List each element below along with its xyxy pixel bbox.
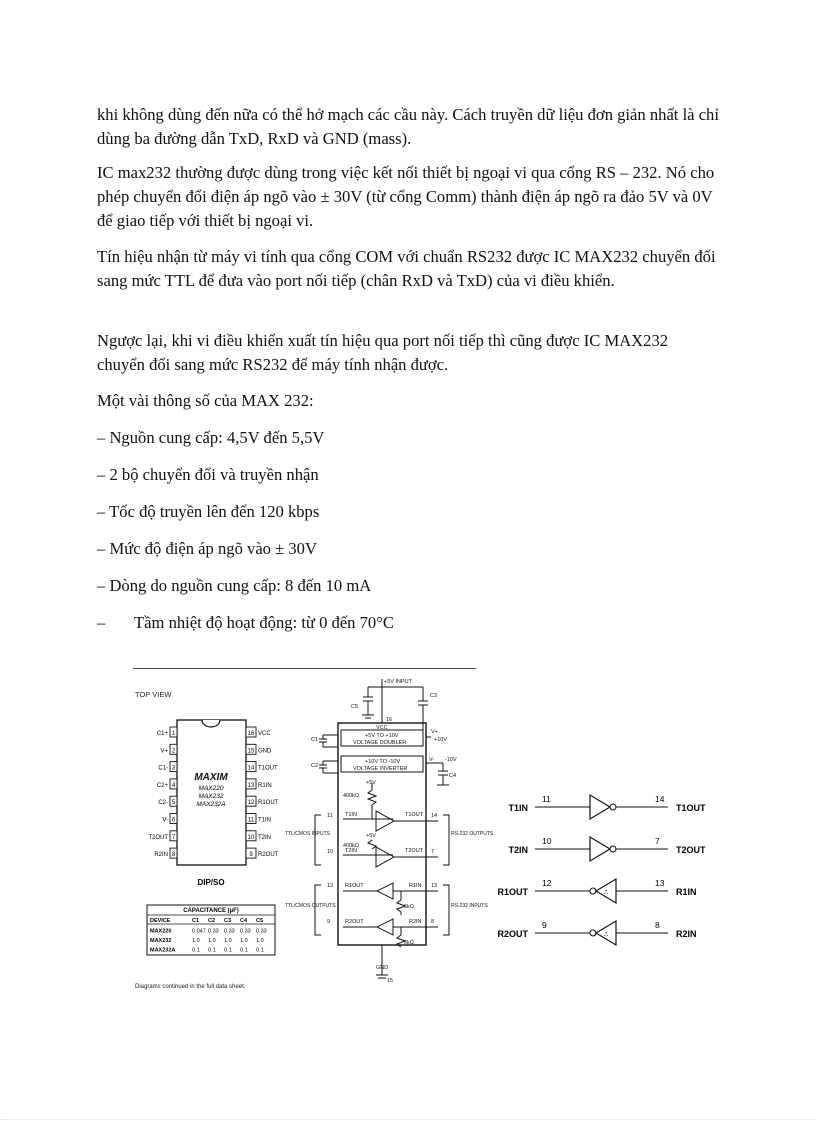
pin-number: 10 [247, 834, 255, 841]
logic-input-label: R1OUT [497, 887, 528, 897]
paragraph-max232-intro: IC max232 thường được dùng trong việc kết nối thiết bị ngoại vi qua cổng RS – 232. Nó cho phép chuyển đổi điện áp ngõ vào ± 30V (từ cổng Comm) thành điện áp ngõ ra đảo 5V và 0V để giao tiếp với thiết bị ngoại vi. [97, 163, 715, 230]
res-supply-label: +5V [366, 833, 376, 839]
pin-label: VCC [258, 731, 271, 737]
resistor-5k-label: 5kΩ [404, 904, 414, 910]
pin-number: 14 [431, 813, 438, 819]
pin-number: 11 [327, 813, 333, 819]
t1out-label: T1OUT [405, 812, 424, 818]
pin-number: 1 [171, 731, 176, 737]
capacitance-table [147, 905, 275, 955]
pin-number: 7 [655, 836, 660, 846]
pin-number: 3 [171, 765, 176, 772]
pin-number: 11 [542, 794, 551, 804]
table-header-cell: DEVICE [150, 918, 171, 924]
pin-number: 14 [247, 765, 255, 772]
table-cell: 1.0 [208, 938, 216, 944]
table-cell: MAX232A [150, 947, 176, 954]
pin-number: 13 [655, 878, 665, 888]
pin-label: V+ [160, 748, 168, 755]
pin-number: 11 [247, 817, 255, 824]
pin-label: T2OUT [148, 834, 168, 841]
pin-label: R1IN [258, 782, 272, 789]
r1out-label: R1OUT [345, 883, 364, 889]
pin-number: 2 [171, 748, 176, 755]
c1-label: C1 [311, 737, 319, 743]
schmitt-symbol: ⎍ [604, 932, 609, 938]
table-cell: 1.0 [192, 938, 200, 944]
pin-number: 10 [327, 849, 334, 855]
figure-separator-line [133, 668, 476, 669]
circuit-diagram [283, 675, 494, 990]
c5-label: C5 [351, 704, 359, 710]
ttl-inputs-label: TTL/CMOS INPUTS [285, 831, 331, 837]
voltage-inverter-label: VOLTAGE INVERTER [353, 766, 408, 772]
table-cell: MAX220 [150, 928, 172, 935]
pin-number: 16 [386, 717, 393, 723]
part-name: MAX232A [196, 801, 226, 808]
resistor-label: 400kΩ [343, 843, 360, 849]
part-name: MAX232 [198, 793, 224, 800]
pin-label: V- [162, 817, 168, 824]
c3-label: C3 [430, 693, 438, 699]
pin-label: R1OUT [258, 800, 279, 807]
pin-number: 8 [655, 920, 660, 930]
doubler-range-label: +5V TO +10V [365, 733, 399, 739]
table-cell: 0.33 [256, 928, 267, 935]
pin-number: 15 [387, 978, 394, 984]
r2out-label: R2OUT [345, 919, 364, 925]
pin-label: C2+ [156, 782, 168, 789]
pin-number: 13 [247, 782, 255, 789]
pin-number: 12 [327, 883, 334, 889]
rs232-outputs-label: RS-232 OUTPUTS [451, 831, 494, 837]
vminus-label: V- [429, 757, 435, 763]
t1in-label: T1IN [345, 812, 357, 818]
logic-input-label: T2IN [508, 845, 528, 855]
table-cell: 0.047 [192, 928, 206, 935]
maxim-logo: MAXIM [194, 772, 228, 783]
paragraph-com-receive: Tín hiệu nhận từ máy vi tính qua cổng COM với chuẩn RS232 được IC MAX232 chuyển đổi sang mức TTL để đưa vào port nối tiếp (chân RxD và TxD) của vi điều khiển. [97, 247, 716, 290]
pin-number: 9 [249, 852, 253, 859]
table-cell: 0.33 [240, 928, 251, 935]
spec-item: – Tốc độ truyền lên đến 120 kbps [97, 502, 320, 521]
left-pins [148, 727, 177, 858]
pin-number: 5 [171, 800, 176, 807]
rs232-inputs-label: RS-232 INPUTS [451, 903, 488, 909]
pin-number: 12 [542, 878, 552, 888]
table-cell: 1.0 [256, 938, 264, 944]
r1in-label: R1IN [409, 883, 422, 889]
paragraph-specs-heading: Một vài thông số của MAX 232: [97, 391, 314, 410]
table-cell: 0.33 [208, 928, 219, 935]
pin-label: T1IN [258, 817, 272, 824]
logic-output-label: R2IN [676, 929, 697, 939]
table-header-cell: C3 [224, 918, 232, 924]
pin-number: 9 [327, 919, 331, 925]
pinout-diagram [130, 680, 290, 992]
spec-item: – Mức độ điện áp ngõ vào ± 30V [97, 539, 317, 558]
package-label: DIP/SO [197, 878, 225, 887]
paragraph-bridges: khi không dùng đến nữa có thể hở mạch các cầu này. Cách truyền dữ liệu đơn giản nhất là chỉ dùng ba đường dẫn TxD, RxD và GND (mass). [97, 105, 719, 148]
t2in-label: T2IN [345, 848, 357, 854]
table-header-cell: C1 [192, 918, 200, 924]
paragraph-mcu-transmit: Ngược lại, khi vi điều khiển xuất tín hiệu qua port nối tiếp thì cũng được IC MAX232 chuyển đổi sang mức RS232 để máy tính nhận được. [97, 331, 669, 374]
pin-number: 15 [247, 748, 255, 755]
minus10v-label: -10V [445, 757, 457, 763]
table-cell: 0.1 [192, 947, 200, 954]
resistor-label: 400kΩ [343, 793, 360, 799]
pin-label: T2IN [258, 834, 272, 841]
voltage-doubler-label: VOLTAGE DOUBLER [353, 740, 407, 746]
table-cell: 0.1 [240, 947, 248, 954]
spec-item: – 2 bộ chuyển đổi và truyền nhận [97, 465, 319, 484]
pin-number: 8 [171, 852, 176, 859]
pin-number: 7 [171, 834, 176, 841]
logic-input-label: T1IN [508, 803, 528, 813]
input-voltage-label: +5V INPUT [384, 679, 412, 685]
datasheet-note: Diagrams continued in the full data sheet. [135, 984, 246, 990]
pin-number: 7 [431, 849, 435, 855]
t2out-label: T2OUT [405, 848, 424, 854]
vplus-label: V+ [431, 729, 438, 735]
pin-number: 9 [542, 920, 547, 930]
inverter-bubble [610, 804, 616, 810]
table-cell: 1.0 [240, 938, 248, 944]
table-cell: 1.0 [224, 938, 232, 944]
logic-output-label: T1OUT [676, 803, 706, 813]
pin-label: C2- [158, 800, 168, 807]
pin-label: C1- [158, 765, 168, 772]
inverter-bubble [610, 846, 616, 852]
pin-label: T1OUT [258, 765, 278, 772]
cap-table-title: CAPACITANCE (µF) [183, 908, 239, 914]
inverter-range-label: +10V TO -10V [365, 759, 401, 765]
pin-number: 13 [431, 883, 438, 889]
table-header-cell: C4 [240, 918, 248, 924]
top-view-label: TOP VIEW [135, 690, 172, 699]
gnd-label: GND [376, 965, 389, 971]
r2in-label: R2IN [409, 919, 422, 925]
pin-number: 16 [247, 731, 255, 737]
plus10v-label: +10V [434, 737, 447, 743]
ttl-outputs-label: TTL/CMOS OUTPUTS [285, 903, 336, 909]
table-header-cell: C5 [256, 918, 264, 924]
table-cell: 0.1 [256, 947, 264, 954]
pin-label: C1+ [156, 731, 168, 737]
table-header-cell: C2 [208, 918, 216, 924]
pin-number: 10 [542, 836, 552, 846]
spec-item: – Dòng do nguồn cung cấp: 8 đến 10 mA [97, 576, 372, 595]
c2-label: C2 [311, 763, 319, 769]
table-cell: 0.33 [224, 928, 235, 935]
pin-label: GND [258, 748, 272, 755]
inverter-gate [590, 837, 610, 861]
table-cell: 0.1 [208, 947, 216, 954]
res-supply-label: +5V [366, 780, 376, 786]
resistor-5k-label: 5kΩ [404, 940, 414, 946]
logic-output-label: R1IN [676, 887, 697, 897]
logic-diagram [490, 785, 720, 955]
pin-number: 6 [171, 817, 176, 824]
schmitt-symbol: ⎍ [604, 890, 609, 896]
table-cell: 0.1 [224, 947, 232, 954]
logic-input-label: R2OUT [497, 929, 528, 939]
spec-item: – Tầm nhiệt độ hoạt động: từ 0 đến 70°C [97, 613, 394, 632]
pin-number: 8 [431, 919, 435, 925]
spec-item: – Nguồn cung cấp: 4,5V đến 5,5V [97, 428, 325, 447]
pin-number: 12 [247, 800, 255, 807]
c4-label: C4 [449, 773, 457, 779]
pin-number: 4 [171, 782, 176, 789]
pin-label: R2IN [154, 852, 168, 859]
pin-label: R2OUT [258, 852, 279, 859]
right-pins [246, 727, 279, 858]
vcc-label: VCC [376, 725, 388, 731]
inverter-gate [590, 795, 610, 819]
logic-output-label: T2OUT [676, 845, 706, 855]
table-cell: MAX232 [150, 938, 172, 944]
pin-number: 14 [655, 794, 665, 804]
part-name: MAX220 [198, 785, 224, 792]
page-bottom-border [0, 1119, 816, 1120]
